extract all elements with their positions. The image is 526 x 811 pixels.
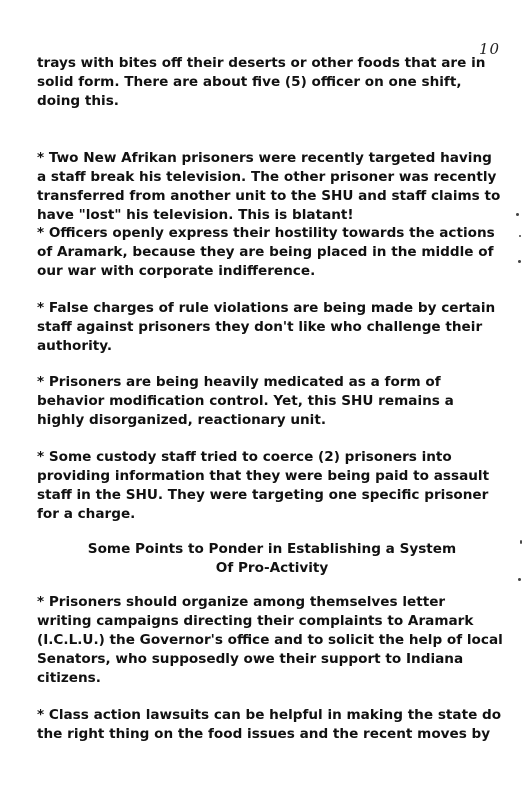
paragraph-custody-coercion: * Some custody staff tried to coerce (2) prisoners into providing information that they were being paid to assault staff in the SHU. They were targeting one specific prisoner for a charge. [37,449,490,522]
page-number: 10 [479,40,501,58]
point-class-action: * Class action lawsuits can be helpful in making the state do the right thing on the food issues and the recent moves by [37,707,502,742]
scan-speck [520,540,522,544]
section-heading-line-2: Of Pro-Activity [215,560,329,576]
paragraph-medication: * Prisoners are being heavily medicated as a form of behavior modification control. Yet, this SHU remains a highly disorganized, reactionary unit. [37,374,454,428]
paragraph-television: * Two New Afrikan prisoners were recently targeted having a staff break his television. The other prisoner was recently transferred from another unit to the SHU and staff claims to have "lost" his television. This is blatant! [37,150,501,223]
paragraph-continuation: trays with bites off their deserts or other foods that are in solid form. There are about five (5) officer on one shift, doing this. [37,55,486,109]
scan-speck [516,213,519,216]
section-heading-line-1: Some Points to Ponder in Establishing a System [87,541,457,557]
scan-speck [518,260,521,263]
section-heading [37,540,507,578]
point-letter-campaigns: * Prisoners should organize among themselves letter writing campaigns directing their complaints to Aramark (I.C.L.U.) the Governor's office and to solicit the help of local Senators, who supposedly owe their support to Indiana citizens. [37,594,503,686]
scan-speck [518,578,521,581]
scan-speck [519,235,521,237]
paragraph-officer-hostility: * Officers openly express their hostility towards the actions of Aramark, because they are being placed in the middle of our war with corporate indifference. [37,225,495,279]
paragraph-false-charges: * False charges of rule violations are being made by certain staff against prisoners they don't like who challenge their authority. [37,300,496,354]
